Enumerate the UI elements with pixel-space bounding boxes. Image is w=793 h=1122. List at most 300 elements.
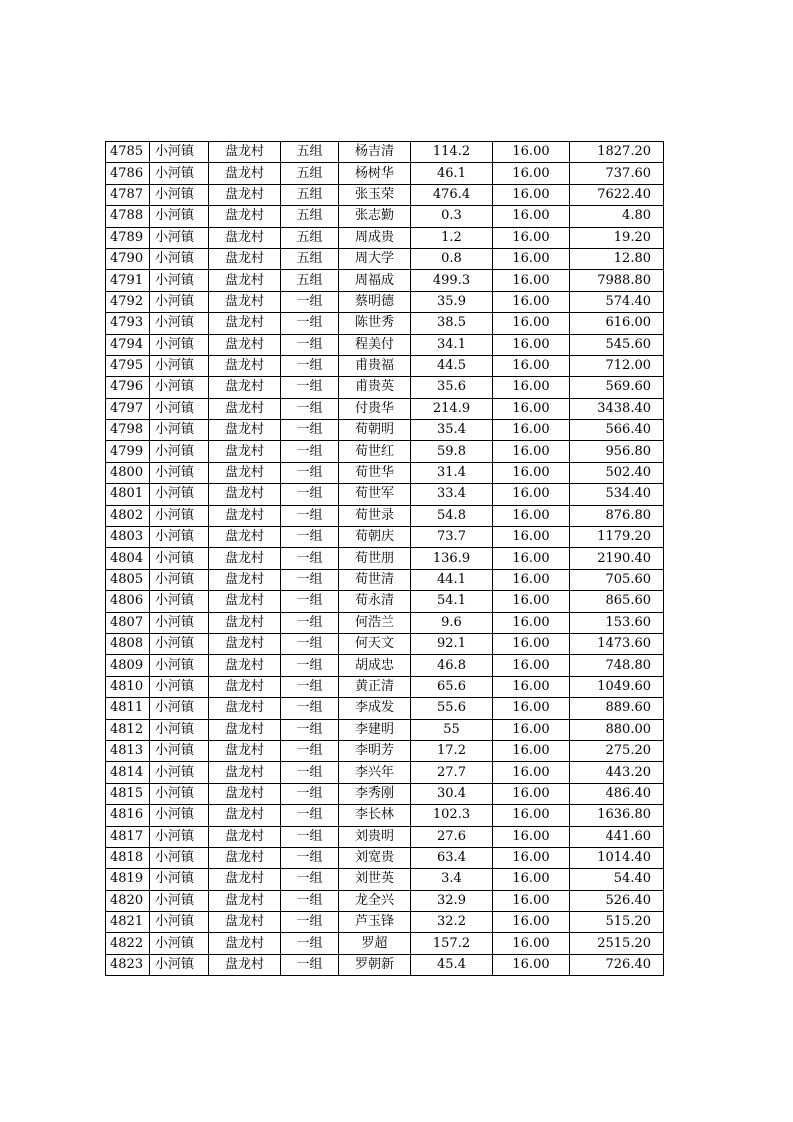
group-cell: 一组 — [281, 762, 339, 783]
row-number-cell: 4817 — [106, 826, 150, 847]
row-number-cell: 4820 — [106, 890, 150, 911]
area-cell: 35.4 — [411, 420, 493, 441]
group-cell: 五组 — [281, 248, 339, 269]
unit-price-cell: 16.00 — [493, 462, 570, 483]
name-cell: 刘贵明 — [339, 826, 411, 847]
group-cell: 一组 — [281, 655, 339, 676]
unit-price-cell: 16.00 — [493, 612, 570, 633]
name-cell: 付贵华 — [339, 398, 411, 419]
area-cell: 214.9 — [411, 398, 493, 419]
group-cell: 五组 — [281, 227, 339, 248]
village-cell: 盘龙村 — [209, 142, 281, 163]
village-cell: 盘龙村 — [209, 462, 281, 483]
amount-cell: 54.40 — [570, 869, 664, 890]
table-row — [106, 847, 664, 868]
area-cell: 45.4 — [411, 954, 493, 975]
amount-cell: 526.40 — [570, 890, 664, 911]
unit-price-cell: 16.00 — [493, 184, 570, 205]
group-cell: 一组 — [281, 462, 339, 483]
area-cell: 73.7 — [411, 527, 493, 548]
unit-price-cell: 16.00 — [493, 783, 570, 804]
unit-price-cell: 16.00 — [493, 591, 570, 612]
amount-cell: 3438.40 — [570, 398, 664, 419]
amount-cell: 7988.80 — [570, 270, 664, 291]
name-cell: 李兴年 — [339, 762, 411, 783]
table-row — [106, 869, 664, 890]
amount-cell: 1049.60 — [570, 676, 664, 697]
village-cell: 盘龙村 — [209, 505, 281, 526]
area-cell: 63.4 — [411, 847, 493, 868]
amount-cell: 880.00 — [570, 719, 664, 740]
table-row — [106, 633, 664, 654]
unit-price-cell: 16.00 — [493, 633, 570, 654]
name-cell: 胡成忠 — [339, 655, 411, 676]
name-cell: 杨树华 — [339, 163, 411, 184]
area-cell: 0.3 — [411, 206, 493, 227]
area-cell: 46.8 — [411, 655, 493, 676]
name-cell: 程美付 — [339, 334, 411, 355]
name-cell: 陈世秀 — [339, 313, 411, 334]
group-cell: 一组 — [281, 291, 339, 312]
group-cell: 一组 — [281, 676, 339, 697]
amount-cell: 566.40 — [570, 420, 664, 441]
amount-cell: 956.80 — [570, 441, 664, 462]
table-row — [106, 355, 664, 376]
amount-cell: 275.20 — [570, 740, 664, 761]
unit-price-cell: 16.00 — [493, 270, 570, 291]
amount-cell: 748.80 — [570, 655, 664, 676]
group-cell: 一组 — [281, 569, 339, 590]
amount-cell: 737.60 — [570, 163, 664, 184]
name-cell: 黄正清 — [339, 676, 411, 697]
group-cell: 五组 — [281, 163, 339, 184]
area-cell: 44.5 — [411, 355, 493, 376]
row-number-cell: 4792 — [106, 291, 150, 312]
table-row — [106, 740, 664, 761]
table-row — [106, 334, 664, 355]
town-cell: 小河镇 — [150, 698, 209, 719]
unit-price-cell: 16.00 — [493, 847, 570, 868]
group-cell: 一组 — [281, 334, 339, 355]
town-cell: 小河镇 — [150, 826, 209, 847]
row-number-cell: 4813 — [106, 740, 150, 761]
table-row — [106, 398, 664, 419]
town-cell: 小河镇 — [150, 398, 209, 419]
area-cell: 27.6 — [411, 826, 493, 847]
row-number-cell: 4804 — [106, 548, 150, 569]
area-cell: 34.1 — [411, 334, 493, 355]
name-cell: 荀世红 — [339, 441, 411, 462]
village-cell: 盘龙村 — [209, 954, 281, 975]
unit-price-cell: 16.00 — [493, 142, 570, 163]
group-cell: 一组 — [281, 912, 339, 933]
table-row — [106, 142, 664, 163]
town-cell: 小河镇 — [150, 869, 209, 890]
name-cell: 何浩兰 — [339, 612, 411, 633]
town-cell: 小河镇 — [150, 441, 209, 462]
village-cell: 盘龙村 — [209, 377, 281, 398]
table-row — [106, 890, 664, 911]
amount-cell: 515.20 — [570, 912, 664, 933]
village-cell: 盘龙村 — [209, 912, 281, 933]
group-cell: 一组 — [281, 355, 339, 376]
row-number-cell: 4812 — [106, 719, 150, 740]
amount-cell: 502.40 — [570, 462, 664, 483]
unit-price-cell: 16.00 — [493, 740, 570, 761]
village-cell: 盘龙村 — [209, 869, 281, 890]
unit-price-cell: 16.00 — [493, 698, 570, 719]
village-cell: 盘龙村 — [209, 762, 281, 783]
village-cell: 盘龙村 — [209, 313, 281, 334]
table-row — [106, 783, 664, 804]
row-number-cell: 4818 — [106, 847, 150, 868]
row-number-cell: 4815 — [106, 783, 150, 804]
area-cell: 92.1 — [411, 633, 493, 654]
amount-cell: 441.60 — [570, 826, 664, 847]
name-cell: 蔡明德 — [339, 291, 411, 312]
table-row — [106, 548, 664, 569]
group-cell: 一组 — [281, 890, 339, 911]
table-row — [106, 527, 664, 548]
table-row — [106, 163, 664, 184]
village-cell: 盘龙村 — [209, 398, 281, 419]
area-cell: 33.4 — [411, 484, 493, 505]
table-row — [106, 206, 664, 227]
village-cell: 盘龙村 — [209, 420, 281, 441]
unit-price-cell: 16.00 — [493, 355, 570, 376]
group-cell: 五组 — [281, 142, 339, 163]
area-cell: 35.9 — [411, 291, 493, 312]
row-number-cell: 4803 — [106, 527, 150, 548]
unit-price-cell: 16.00 — [493, 826, 570, 847]
area-cell: 65.6 — [411, 676, 493, 697]
area-cell: 55 — [411, 719, 493, 740]
town-cell: 小河镇 — [150, 612, 209, 633]
group-cell: 一组 — [281, 441, 339, 462]
village-cell: 盘龙村 — [209, 248, 281, 269]
table-row — [106, 441, 664, 462]
amount-cell: 7622.40 — [570, 184, 664, 205]
row-number-cell: 4800 — [106, 462, 150, 483]
table-row — [106, 612, 664, 633]
amount-cell: 876.80 — [570, 505, 664, 526]
town-cell: 小河镇 — [150, 847, 209, 868]
village-cell: 盘龙村 — [209, 783, 281, 804]
unit-price-cell: 16.00 — [493, 805, 570, 826]
unit-price-cell: 16.00 — [493, 505, 570, 526]
town-cell: 小河镇 — [150, 142, 209, 163]
name-cell: 罗朝新 — [339, 954, 411, 975]
name-cell: 周福成 — [339, 270, 411, 291]
area-cell: 1.2 — [411, 227, 493, 248]
town-cell: 小河镇 — [150, 591, 209, 612]
table-row — [106, 912, 664, 933]
row-number-cell: 4822 — [106, 933, 150, 954]
town-cell: 小河镇 — [150, 912, 209, 933]
row-number-cell: 4814 — [106, 762, 150, 783]
unit-price-cell: 16.00 — [493, 912, 570, 933]
group-cell: 一组 — [281, 633, 339, 654]
name-cell: 周成贵 — [339, 227, 411, 248]
amount-cell: 616.00 — [570, 313, 664, 334]
town-cell: 小河镇 — [150, 719, 209, 740]
table-row — [106, 719, 664, 740]
unit-price-cell: 16.00 — [493, 719, 570, 740]
row-number-cell: 4793 — [106, 313, 150, 334]
row-number-cell: 4823 — [106, 954, 150, 975]
area-cell: 59.8 — [411, 441, 493, 462]
area-cell: 476.4 — [411, 184, 493, 205]
amount-cell: 4.80 — [570, 206, 664, 227]
unit-price-cell: 16.00 — [493, 762, 570, 783]
village-cell: 盘龙村 — [209, 291, 281, 312]
table-row — [106, 933, 664, 954]
area-cell: 114.2 — [411, 142, 493, 163]
name-cell: 芦玉锋 — [339, 912, 411, 933]
village-cell: 盘龙村 — [209, 676, 281, 697]
row-number-cell: 4788 — [106, 206, 150, 227]
name-cell: 荀朝明 — [339, 420, 411, 441]
row-number-cell: 4797 — [106, 398, 150, 419]
group-cell: 一组 — [281, 719, 339, 740]
group-cell: 一组 — [281, 548, 339, 569]
village-cell: 盘龙村 — [209, 441, 281, 462]
row-number-cell: 4791 — [106, 270, 150, 291]
town-cell: 小河镇 — [150, 355, 209, 376]
unit-price-cell: 16.00 — [493, 163, 570, 184]
amount-cell: 2515.20 — [570, 933, 664, 954]
row-number-cell: 4821 — [106, 912, 150, 933]
unit-price-cell: 16.00 — [493, 548, 570, 569]
name-cell: 荀世华 — [339, 462, 411, 483]
amount-cell: 19.20 — [570, 227, 664, 248]
area-cell: 55.6 — [411, 698, 493, 719]
town-cell: 小河镇 — [150, 762, 209, 783]
area-cell: 17.2 — [411, 740, 493, 761]
amount-cell: 153.60 — [570, 612, 664, 633]
group-cell: 五组 — [281, 270, 339, 291]
town-cell: 小河镇 — [150, 313, 209, 334]
amount-cell: 889.60 — [570, 698, 664, 719]
village-cell: 盘龙村 — [209, 847, 281, 868]
table-row — [106, 248, 664, 269]
unit-price-cell: 16.00 — [493, 527, 570, 548]
unit-price-cell: 16.00 — [493, 377, 570, 398]
row-number-cell: 4810 — [106, 676, 150, 697]
village-cell: 盘龙村 — [209, 933, 281, 954]
row-number-cell: 4807 — [106, 612, 150, 633]
unit-price-cell: 16.00 — [493, 890, 570, 911]
row-number-cell: 4802 — [106, 505, 150, 526]
row-number-cell: 4787 — [106, 184, 150, 205]
town-cell: 小河镇 — [150, 227, 209, 248]
town-cell: 小河镇 — [150, 420, 209, 441]
unit-price-cell: 16.00 — [493, 248, 570, 269]
row-number-cell: 4809 — [106, 655, 150, 676]
table-body — [106, 142, 664, 976]
village-cell: 盘龙村 — [209, 719, 281, 740]
area-cell: 54.8 — [411, 505, 493, 526]
town-cell: 小河镇 — [150, 377, 209, 398]
town-cell: 小河镇 — [150, 740, 209, 761]
amount-cell: 545.60 — [570, 334, 664, 355]
group-cell: 五组 — [281, 206, 339, 227]
town-cell: 小河镇 — [150, 163, 209, 184]
amount-cell: 569.60 — [570, 377, 664, 398]
town-cell: 小河镇 — [150, 334, 209, 355]
town-cell: 小河镇 — [150, 527, 209, 548]
name-cell: 荀永清 — [339, 591, 411, 612]
row-number-cell: 4795 — [106, 355, 150, 376]
name-cell: 杨吉清 — [339, 142, 411, 163]
area-cell: 35.6 — [411, 377, 493, 398]
village-cell: 盘龙村 — [209, 548, 281, 569]
town-cell: 小河镇 — [150, 184, 209, 205]
table-row — [106, 698, 664, 719]
unit-price-cell: 16.00 — [493, 227, 570, 248]
table-row — [106, 227, 664, 248]
group-cell: 一组 — [281, 805, 339, 826]
table-row — [106, 270, 664, 291]
row-number-cell: 4790 — [106, 248, 150, 269]
name-cell: 李成发 — [339, 698, 411, 719]
table-row — [106, 591, 664, 612]
area-cell: 0.8 — [411, 248, 493, 269]
name-cell: 荀世军 — [339, 484, 411, 505]
group-cell: 一组 — [281, 954, 339, 975]
group-cell: 一组 — [281, 505, 339, 526]
amount-cell: 1014.40 — [570, 847, 664, 868]
name-cell: 甫贵福 — [339, 355, 411, 376]
town-cell: 小河镇 — [150, 783, 209, 804]
group-cell: 一组 — [281, 847, 339, 868]
row-number-cell: 4816 — [106, 805, 150, 826]
table-row — [106, 291, 664, 312]
amount-cell: 726.40 — [570, 954, 664, 975]
area-cell: 3.4 — [411, 869, 493, 890]
row-number-cell: 4806 — [106, 591, 150, 612]
group-cell: 一组 — [281, 612, 339, 633]
name-cell: 何天文 — [339, 633, 411, 654]
name-cell: 张志勤 — [339, 206, 411, 227]
unit-price-cell: 16.00 — [493, 655, 570, 676]
unit-price-cell: 16.00 — [493, 291, 570, 312]
name-cell: 荀世清 — [339, 569, 411, 590]
table-row — [106, 462, 664, 483]
group-cell: 一组 — [281, 398, 339, 419]
group-cell: 一组 — [281, 783, 339, 804]
village-cell: 盘龙村 — [209, 698, 281, 719]
town-cell: 小河镇 — [150, 633, 209, 654]
name-cell: 李明芳 — [339, 740, 411, 761]
village-cell: 盘龙村 — [209, 163, 281, 184]
town-cell: 小河镇 — [150, 676, 209, 697]
unit-price-cell: 16.00 — [493, 869, 570, 890]
area-cell: 27.7 — [411, 762, 493, 783]
unit-price-cell: 16.00 — [493, 334, 570, 355]
unit-price-cell: 16.00 — [493, 484, 570, 505]
village-cell: 盘龙村 — [209, 355, 281, 376]
name-cell: 甫贵英 — [339, 377, 411, 398]
group-cell: 一组 — [281, 591, 339, 612]
unit-price-cell: 16.00 — [493, 933, 570, 954]
table-row — [106, 184, 664, 205]
amount-cell: 574.40 — [570, 291, 664, 312]
amount-cell: 712.00 — [570, 355, 664, 376]
group-cell: 一组 — [281, 420, 339, 441]
row-number-cell: 4798 — [106, 420, 150, 441]
village-cell: 盘龙村 — [209, 334, 281, 355]
name-cell: 李长林 — [339, 805, 411, 826]
village-cell: 盘龙村 — [209, 890, 281, 911]
area-cell: 31.4 — [411, 462, 493, 483]
village-cell: 盘龙村 — [209, 184, 281, 205]
table-row — [106, 420, 664, 441]
unit-price-cell: 16.00 — [493, 569, 570, 590]
name-cell: 李建明 — [339, 719, 411, 740]
name-cell: 罗超 — [339, 933, 411, 954]
row-number-cell: 4805 — [106, 569, 150, 590]
amount-cell: 1179.20 — [570, 527, 664, 548]
town-cell: 小河镇 — [150, 890, 209, 911]
group-cell: 一组 — [281, 826, 339, 847]
group-cell: 一组 — [281, 484, 339, 505]
table-row — [106, 313, 664, 334]
group-cell: 一组 — [281, 933, 339, 954]
village-cell: 盘龙村 — [209, 633, 281, 654]
name-cell: 荀朝庆 — [339, 527, 411, 548]
group-cell: 一组 — [281, 527, 339, 548]
area-cell: 157.2 — [411, 933, 493, 954]
village-cell: 盘龙村 — [209, 227, 281, 248]
area-cell: 38.5 — [411, 313, 493, 334]
row-number-cell: 4799 — [106, 441, 150, 462]
group-cell: 一组 — [281, 740, 339, 761]
row-number-cell: 4801 — [106, 484, 150, 505]
group-cell: 五组 — [281, 184, 339, 205]
table-row — [106, 505, 664, 526]
table-row — [106, 655, 664, 676]
town-cell: 小河镇 — [150, 954, 209, 975]
row-number-cell: 4786 — [106, 163, 150, 184]
group-cell: 一组 — [281, 377, 339, 398]
unit-price-cell: 16.00 — [493, 420, 570, 441]
town-cell: 小河镇 — [150, 655, 209, 676]
village-cell: 盘龙村 — [209, 612, 281, 633]
amount-cell: 705.60 — [570, 569, 664, 590]
unit-price-cell: 16.00 — [493, 398, 570, 419]
name-cell: 龙全兴 — [339, 890, 411, 911]
amount-cell: 1827.20 — [570, 142, 664, 163]
amount-cell: 1473.60 — [570, 633, 664, 654]
table-row — [106, 954, 664, 975]
town-cell: 小河镇 — [150, 569, 209, 590]
row-number-cell: 4819 — [106, 869, 150, 890]
amount-cell: 534.40 — [570, 484, 664, 505]
area-cell: 102.3 — [411, 805, 493, 826]
row-number-cell: 4785 — [106, 142, 150, 163]
table-row — [106, 569, 664, 590]
area-cell: 32.2 — [411, 912, 493, 933]
name-cell: 刘世英 — [339, 869, 411, 890]
amount-cell: 12.80 — [570, 248, 664, 269]
village-cell: 盘龙村 — [209, 591, 281, 612]
name-cell: 刘宽贵 — [339, 847, 411, 868]
name-cell: 荀世录 — [339, 505, 411, 526]
table-row — [106, 762, 664, 783]
unit-price-cell: 16.00 — [493, 954, 570, 975]
village-cell: 盘龙村 — [209, 206, 281, 227]
